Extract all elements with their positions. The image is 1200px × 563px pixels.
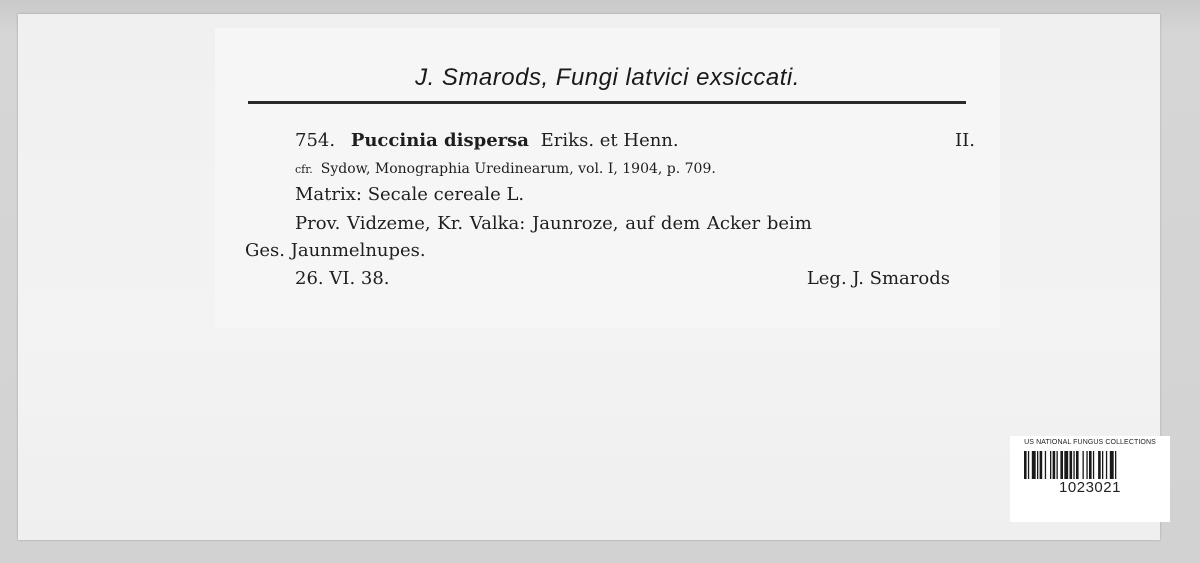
- barcode-institution: US NATIONAL FUNGUS COLLECTIONS: [1024, 439, 1156, 446]
- barcode-bar: [1093, 451, 1094, 479]
- barcode-bar: [1115, 451, 1116, 479]
- citation-text: Sydow, Monographia Uredinearum, vol. I, 1904, p. 709.: [320, 161, 716, 177]
- barcode-number: 1023021: [1059, 479, 1121, 496]
- title-rule: [248, 101, 966, 104]
- taxon-line: [295, 130, 975, 152]
- barcode-bar: [1086, 451, 1087, 479]
- barcode-bar: [1045, 451, 1046, 479]
- species-authority: Eriks. et Henn.: [540, 130, 679, 151]
- barcode-bar: [1102, 451, 1103, 479]
- collector: Leg. J. Smarods: [806, 268, 950, 289]
- locality-line-2: Ges. Jaunmelnupes.: [245, 240, 426, 261]
- barcode-bar: [1083, 451, 1084, 479]
- barcode-icon: [1022, 451, 1158, 479]
- barcode-bar: [1098, 451, 1101, 479]
- barcode-label: [1010, 436, 1170, 522]
- locality-line-1: Prov. Vidzeme, Kr. Valka: Jaunroze, auf dem Acker beim: [295, 213, 812, 234]
- barcode-bar: [1057, 451, 1058, 479]
- barcode-bar: [1060, 451, 1063, 479]
- barcode-bar: [1089, 451, 1092, 479]
- collection-date: 26. VI. 38.: [295, 268, 390, 289]
- citation-line: [295, 158, 716, 181]
- date-collector-line: [295, 268, 950, 290]
- spore-stage: II.: [955, 130, 975, 151]
- barcode-bar: [1032, 451, 1036, 479]
- barcode-bar: [1050, 451, 1051, 479]
- matrix-line: Matrix: Secale cereale L.: [295, 184, 525, 205]
- barcode-bar: [1073, 451, 1074, 479]
- exsiccata-number: 754.: [295, 130, 336, 151]
- barcode-bar: [1040, 451, 1043, 479]
- barcode-bar: [1024, 451, 1027, 479]
- series-title: J. Smarods, Fungi latvici exsiccati.: [415, 64, 800, 91]
- barcode-bar: [1076, 451, 1079, 479]
- barcode-bar: [1053, 451, 1056, 479]
- barcode-bar: [1110, 451, 1114, 479]
- barcode-bar: [1064, 451, 1068, 479]
- barcode-bar: [1070, 451, 1073, 479]
- citation-prefix: cfr.: [295, 163, 313, 176]
- barcode-bar: [1106, 451, 1107, 479]
- specimen-label: [215, 28, 1000, 328]
- barcode-bar: [1037, 451, 1038, 479]
- barcode-bar: [1028, 451, 1029, 479]
- species-name: Puccinia dispersa: [350, 130, 529, 151]
